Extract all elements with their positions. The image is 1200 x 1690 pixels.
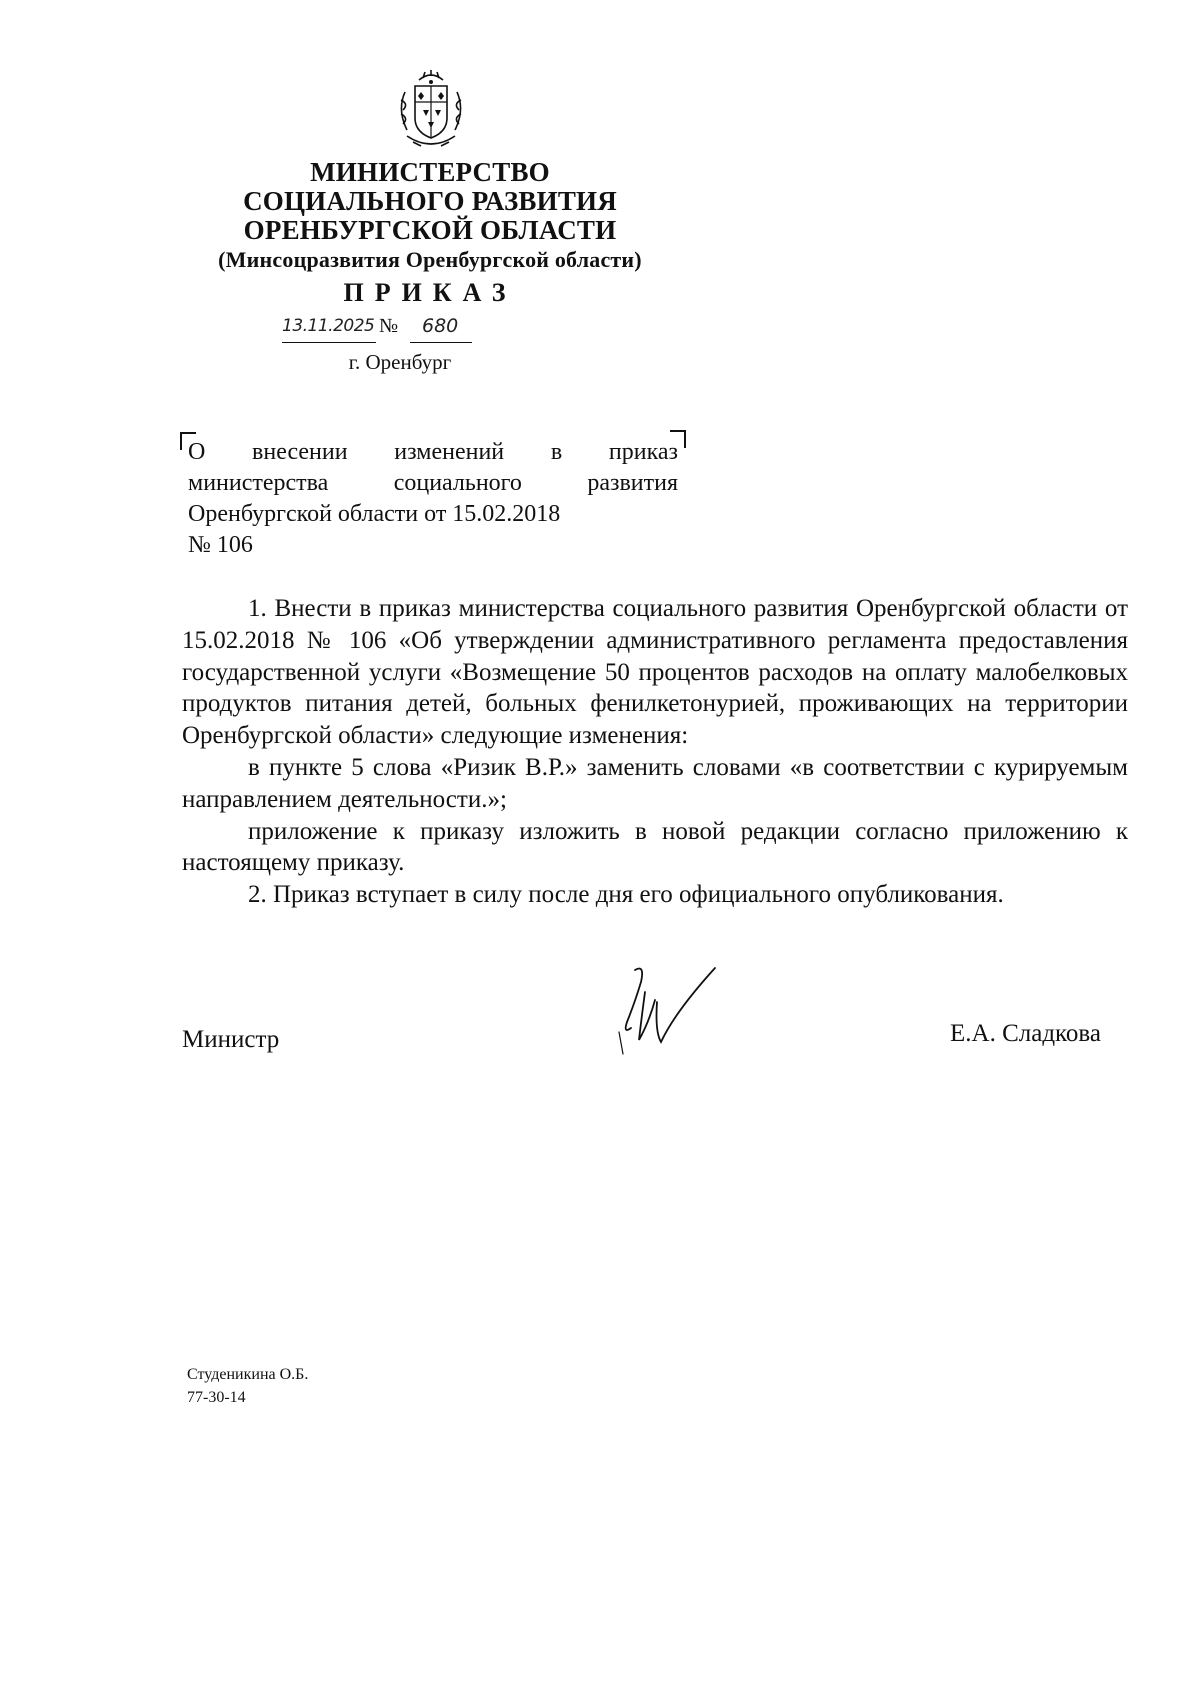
subject-line-2: министерства социального развития: [188, 470, 678, 496]
subject-line-4: № 106: [188, 532, 253, 558]
document-date: 13.11.2025: [282, 316, 375, 336]
ministry-abbreviation: (Минсоцразвития Оренбургской области): [218, 247, 642, 272]
executor-phone: 77-30-14: [187, 1389, 246, 1406]
executor-name: Студеникина О.Б.: [187, 1366, 309, 1383]
date-underline: [282, 342, 376, 343]
executor-block: [187, 1363, 308, 1409]
document-number: 680: [422, 315, 459, 337]
number-underline: [410, 342, 472, 343]
body-paragraph-2: в пункте 5 слова «Ризик В.Р.» заменить словами «в соответствии с курируемым направлением деятельности.»;: [182, 753, 1128, 813]
ministry-name: [190, 158, 670, 275]
handwritten-signature: [605, 962, 725, 1062]
ministry-line-3: ОРЕНБУРГСКОЙ ОБЛАСТИ: [243, 215, 617, 245]
subject-line-1: О внесении изменений в приказ: [188, 439, 678, 465]
document-type-title: ПРИКАЗ: [343, 278, 517, 307]
subject-line-3: Оренбургской области от 15.02.2018: [188, 501, 561, 527]
coat-of-arms-emblem: [391, 70, 471, 154]
ministry-line-1: МИНИСТЕРСТВО: [310, 157, 550, 187]
body-paragraph-3: приложение к приказу изложить в новой редакции согласно приложению к настоящему приказу.: [182, 817, 1128, 877]
body-paragraph-1: 1. Внести в приказ министерства социального развития Оренбургской области от 15.02.2018 № 106 «Об утверждении административного регламента предоставления государственной услуги «Возмещение 50 процентов расходов на оплату малобелковых продуктов питания детей, больных фенилкетонурией, проживающих на территории Оренбургской области» следующие изменения:: [182, 595, 1128, 750]
signer-name: Е.А. Сладкова: [950, 1020, 1101, 1047]
date-number-line: [282, 312, 522, 346]
document-subject: [188, 437, 678, 561]
city: г. Оренбург: [348, 350, 452, 374]
body-paragraph-4: 2. Приказ вступает в силу после дня его официального опубликования.: [248, 881, 1004, 909]
document-body: [182, 593, 1128, 911]
signer-title: Министр: [182, 1026, 280, 1053]
number-label: №: [379, 315, 399, 337]
ministry-line-2: СОЦИАЛЬНОГО РАЗВИТИЯ: [243, 186, 617, 216]
